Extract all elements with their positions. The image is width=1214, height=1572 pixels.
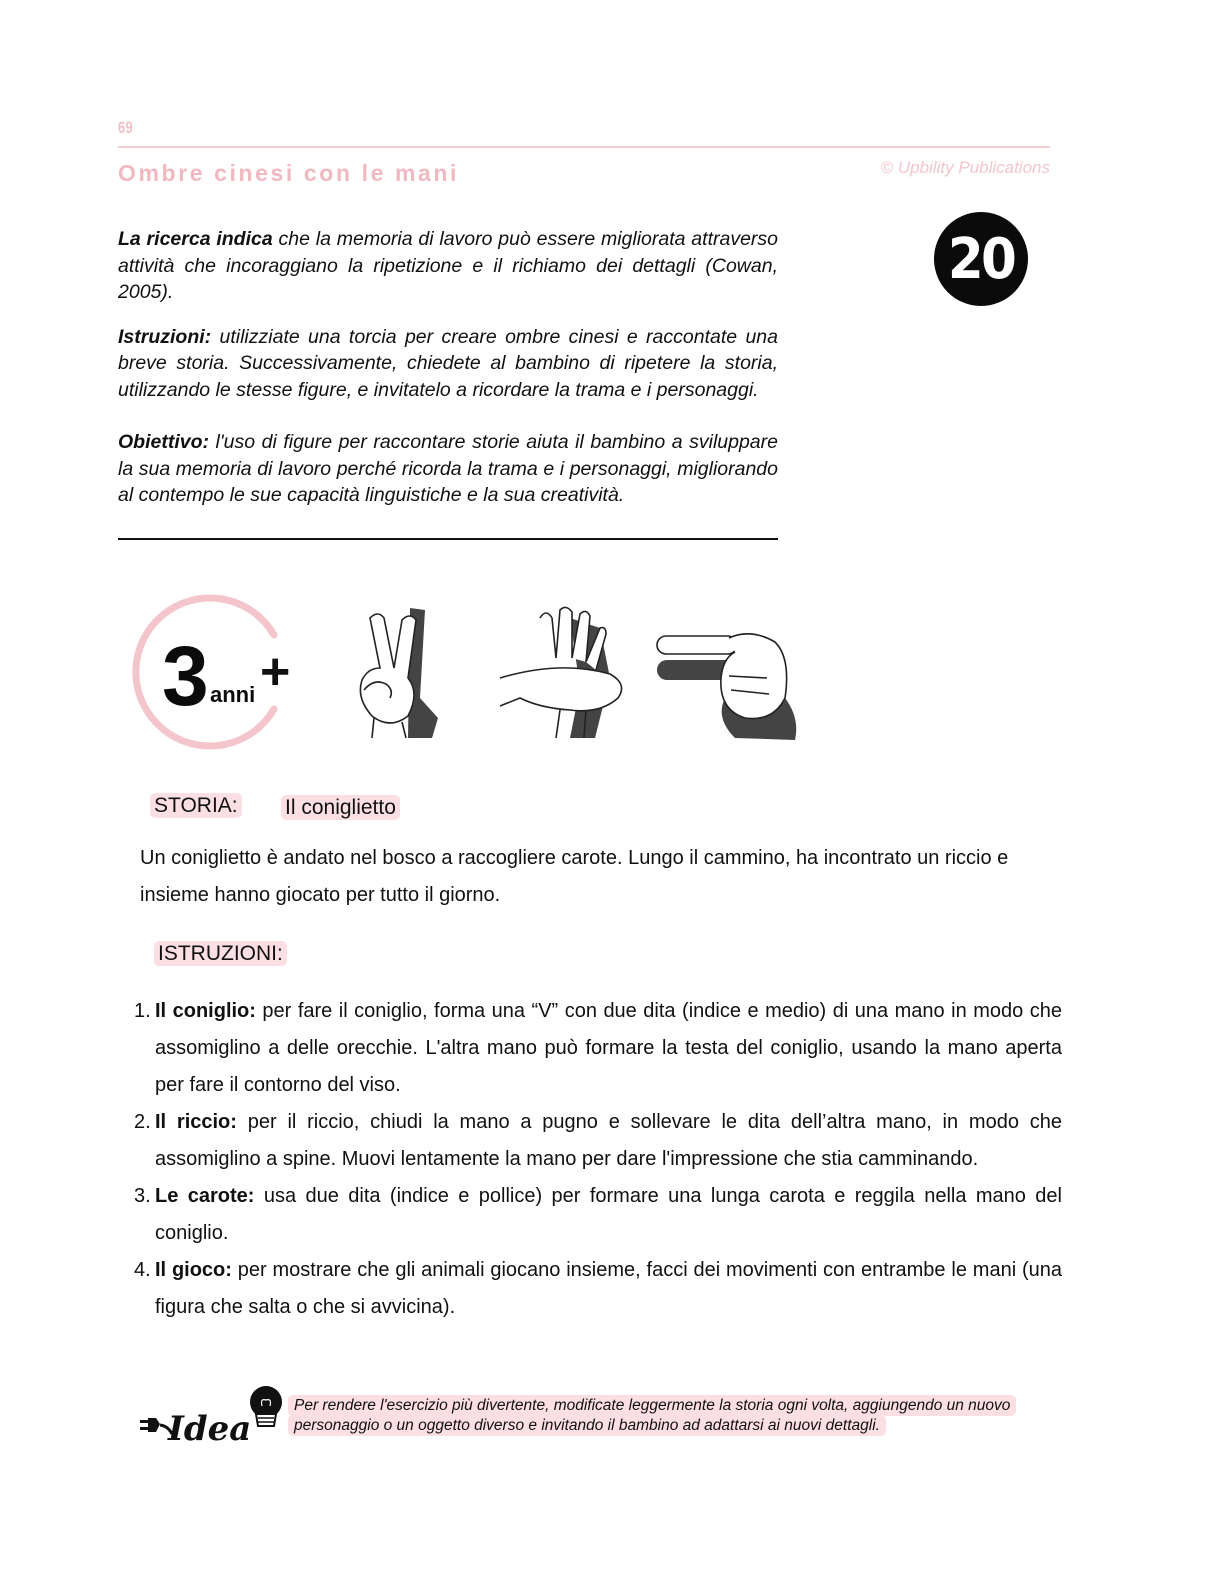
activity-number-badge xyxy=(934,212,1028,306)
story-text: Un coniglietto è andato nel bosco a raccogliere carote. Lungo il cammino, ha incontrato un riccio e insieme hanno giocato per tutto il giorno. xyxy=(140,847,1009,906)
instructions-label xyxy=(154,942,287,966)
step-number: 2. xyxy=(134,1111,151,1133)
step-text: usa due dita (indice e pollice) per formare una lunga carota e reggila nella mano del coniglio. xyxy=(155,1185,1062,1244)
research-paragraph xyxy=(118,226,778,306)
rabbit-hand-shadow-icon xyxy=(360,608,438,738)
age-number: 3 xyxy=(162,629,209,723)
step-lead: Il coniglio: xyxy=(155,1000,256,1022)
activity-number: 20 xyxy=(947,226,1015,292)
page-number: 69 xyxy=(118,118,133,137)
carrot-hand-shadow-icon xyxy=(657,634,796,740)
step-text: per mostrare che gli animali giocano insieme, facci dei movimenti con entrambe le mani (una figura che salta o che si avvicina). xyxy=(155,1259,1062,1318)
step-text: per il riccio, chiudi la mano a pugno e sollevare le dita dell’altra mano, in modo che assomiglino a spine. Muovi lentamente la mano per dare l'impressione che stia camminando. xyxy=(155,1111,1062,1170)
story-title-text: Il coniglietto xyxy=(281,795,400,820)
hand-shadows-illustration xyxy=(350,598,800,748)
step-text: per fare il coniglio, forma una “V” con due dita (indice e medio) di una mano in modo che assomiglino a delle orecchie. L'altra mano può formare la testa del coniglio, usando la mano aperta per fare il contorno del viso. xyxy=(155,1000,1062,1096)
objective-lead: Obiettivo: xyxy=(118,431,209,453)
step-lead: Le carote: xyxy=(155,1185,255,1207)
instructions-paragraph xyxy=(118,324,778,404)
instructions-text: utilizziate una torcia per creare ombre cinesi e raccontate una breve storia. Successivamente, chiedete al bambino di ripetere la storia, utilizzando le stesse figure, e invitatelo a ricordare la trama e i personaggi. xyxy=(118,325,778,401)
instructions-lead: Istruzioni: xyxy=(118,325,212,348)
objective-paragraph xyxy=(118,429,778,509)
instruction-step xyxy=(130,1104,1062,1178)
step-lead: Il riccio: xyxy=(155,1111,237,1133)
step-lead: Il gioco: xyxy=(155,1259,232,1281)
idea-lightbulb-logo-icon xyxy=(138,1384,288,1446)
instruction-step xyxy=(130,993,1062,1104)
age-plus: + xyxy=(260,643,291,701)
story-title xyxy=(281,796,400,820)
intro-section xyxy=(118,226,778,527)
idea-note-text: Per rendere l'esercizio più divertente, modificate leggermente la storia ogni volta, aggiungendo un nuovo personaggio o un oggetto diverso e invitando il bambino ad adattarsi ai nuovi dettagli. xyxy=(288,1395,1016,1436)
copyright-notice: © Upbility Publications xyxy=(880,158,1050,177)
research-text: che la memoria di lavoro può essere migliorata attraverso attività che incoraggiano la ripetizione e il richiamo dei dettagli (Cowan, 2005). xyxy=(118,228,779,303)
instruction-step xyxy=(130,1178,1062,1252)
idea-note xyxy=(288,1396,1066,1436)
intro-divider xyxy=(118,538,778,540)
story-label xyxy=(150,794,242,818)
step-number: 4. xyxy=(134,1259,151,1281)
step-number: 3. xyxy=(134,1185,151,1207)
age-unit: anni xyxy=(210,682,256,707)
instruction-step xyxy=(130,1252,1062,1326)
step-number: 1. xyxy=(134,1000,151,1022)
hedgehog-hand-shadow-icon xyxy=(500,607,622,738)
svg-text:Idea: Idea xyxy=(168,1409,252,1446)
story-label-text: STORIA: xyxy=(150,793,242,818)
research-lead: La ricerca indica xyxy=(118,228,273,250)
header-divider xyxy=(118,146,1050,148)
instructions-label-text: ISTRUZIONI: xyxy=(154,941,287,966)
page-title: Ombre cinesi con le mani xyxy=(118,160,460,186)
instructions-list xyxy=(130,993,1062,1326)
objective-text: l'uso di figure per raccontare storie aiuta il bambino a sviluppare la sua memoria di lavoro perché ricorda la trama e i personaggi, migliorando al contempo le sue capacità linguistiche e la sua creatività. xyxy=(118,431,778,506)
